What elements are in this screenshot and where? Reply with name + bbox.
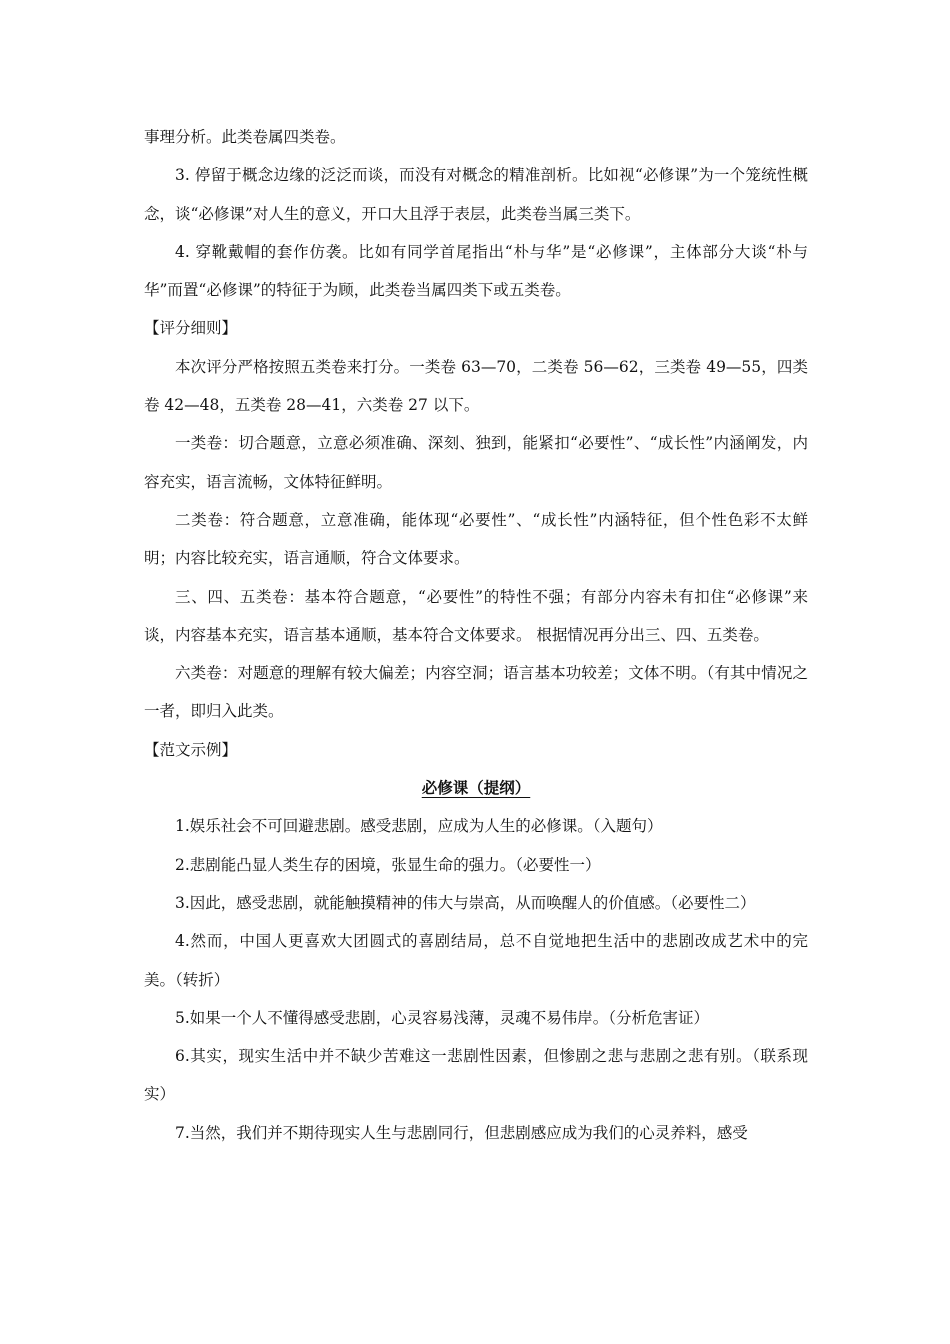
section-heading-example: 【范文示例】 (144, 740, 238, 759)
outline-item-1: 1.娱乐社会不可回避悲剧。感受悲剧，应成为人生的必修课。（入题句） (175, 817, 663, 836)
outline-item-5: 5.如果一个人不懂得感受悲剧，心灵容易浅薄，灵魂不易伟岸。（分析危害证） (175, 1008, 710, 1027)
paragraph-point-3: 3. 停留于概念边缘的泛泛而谈，而没有对概念的精准剖析。比如视“必修课”为一个笼统性概念，谈“必修课”对人生的意义，开口大且浮于表层，此类卷当属三类下。 (144, 166, 808, 223)
section-heading-scoring: 【评分细则】 (144, 319, 238, 338)
outline-item-2: 2.悲剧能凸显人类生存的困境，张显生命的强力。（必要性一） (175, 855, 601, 874)
example-title-text: 必修课（提纲） (421, 778, 531, 798)
example-title (144, 769, 808, 807)
outline-item-3: 3.因此，感受悲剧，就能触摸精神的伟大与崇高，从而唤醒人的价值感。（必要性二） (175, 893, 756, 912)
paragraph-continuation: 事理分析。此类卷属四类卷。 (144, 128, 346, 146)
paragraph-scoring-ranges: 本次评分严格按照五类卷来打分。一类卷 63—70，二类卷 56—62，三类卷 49—55，四类卷 42—48，五类卷 28—41，六类卷 27 以下。 (144, 357, 808, 415)
paragraph-point-4: 4. 穿靴戴帽的套作仿袭。比如有同学首尾指出“朴与华”是“必修课”，主体部分大谈“朴与华”而置“必修课”的特征于为顾，此类卷当属四类下或五类卷。 (144, 242, 808, 300)
outline-item-4: 4.然而，中国人更喜欢大团圆式的喜剧结局，总不自觉地把生活中的悲剧改成艺术中的完美。（转折） (144, 932, 808, 989)
page-content (144, 118, 808, 1152)
paragraph-class-2: 二类卷：符合题意，立意准确，能体现“必要性”、“成长性”内涵特征，但个性色彩不太鲜明；内容比较充实，语言通顺，符合文体要求。 (144, 510, 808, 568)
paragraph-class-6: 六类卷：对题意的理解有较大偏差；内容空洞；语言基本功较差；文体不明。（有其中情况之一者，即归入此类。 (144, 664, 808, 721)
outline-item-6: 6.其实，现实生活中并不缺少苦难这一悲剧性因素，但惨剧之悲与悲剧之悲有别。（联系现实） (144, 1047, 808, 1104)
paragraph-class-3-5: 三、四、五类卷：基本符合题意，“必要性”的特性不强；有部分内容未有扣住“必修课”来谈，内容基本充实，语言基本通顺，基本符合文体要求。 根据情况再分出三、四、五类卷。 (144, 587, 808, 644)
paragraph-class-1: 一类卷：切合题意，立意必须准确、深刻、独到，能紧扣“必要性”、“成长性”内涵阐发，内容充实，语言流畅，文体特征鲜明。 (144, 434, 808, 491)
outline-item-7: 7.当然，我们并不期待现实人生与悲剧同行，但悲剧感应成为我们的心灵养料，感受 (175, 1123, 748, 1142)
